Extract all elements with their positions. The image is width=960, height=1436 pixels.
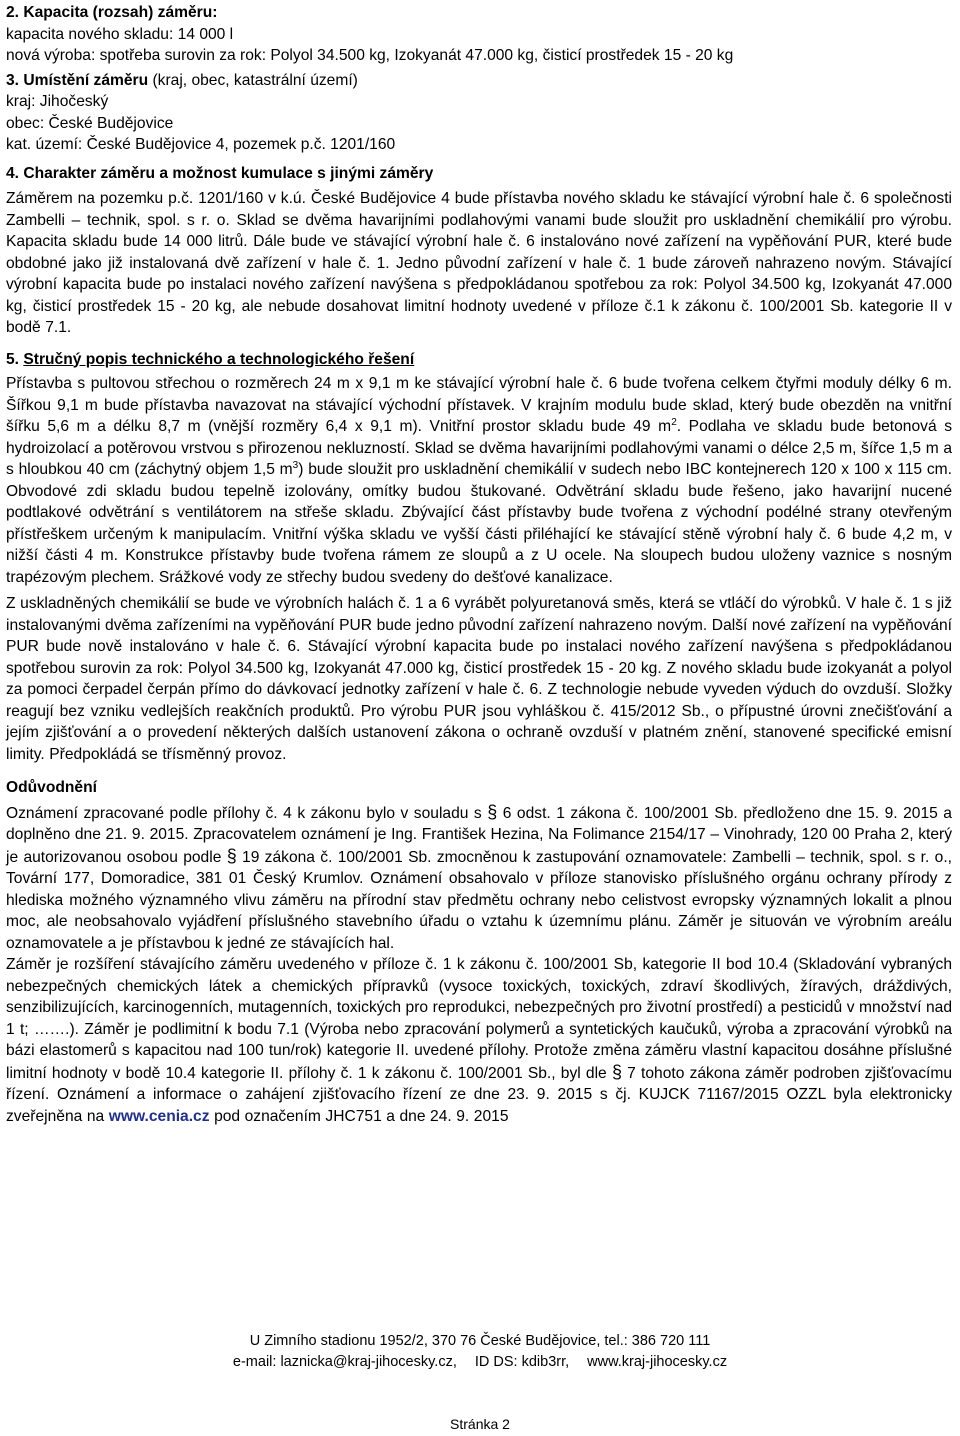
text-run: Záměr je rozšíření stávajícího záměru uvedeného v příloze č. 1 k zákonu č. 100/2001 Sb, kategorie II bod 10.4 (Skladování vybraných nebezpečných chemických látek a chemických přípravků (vysoce toxických, toxických, zdraví škodlivých, žíravých, dráždivých, senzibilizujících, karcinogenních, mutagenních, toxických pro reprodukci, nebezpečných pro životní prostředí) a pesticidů v množství nad 1 t; …….). Záměr je podlimitní k bodu 7.1 (Výroba nebo zpracování polymerů a syntetických kaučuků, výroba a zpracování výrobků na bázi elastomerů s kapacitou nad 100 tun/rok) kategorie II. uvedené přílohy. Protože změna záměru vlastní kapacitou dosáhne příslušné limitní hodnoty v bodě 10.4 kategorie II. přílohy č. 1 k zákonu č. 100/2001 Sb., byl dle [6, 956, 952, 1082]
text-run: 6 odst. 1 zákona č. 100/2001 Sb. předloženo dne 15. 9. 2015 a doplněno dne 21. 9. 2015. Zpracovatelem oznámení je Ing. František Hezina, Na Folimance 2154/17 – Vinohrady, 120 00 Praha 2, který je autorizovanou osobou podle [6, 804, 952, 866]
location-line: obec: České Budějovice [6, 114, 174, 132]
document-body [6, 2, 952, 1127]
section-sign: § [226, 845, 237, 866]
capacity-line: kapacita nového skladu: 14 000 l [6, 25, 234, 43]
section-5-number: 5. [6, 350, 24, 368]
section-3-title: Umístění záměru [23, 71, 149, 89]
section-5-heading [6, 349, 952, 371]
section-sign: § [611, 1061, 622, 1082]
section-4-paragraph: Záměrem na pozemku p.č. 1201/160 v k.ú. České Budějovice 4 bude přístavba nového skladu ke stávající výrobní hale č. 6 společnosti Zambelli – technik, spol. s r. o. Sklad se dvěma havarijními podlahovými vanami bude sloužit pro uskladnění chemikálií pro výrobu. Kapacita skladu bude 14 000 litrů. Dále bude ve stávající výrobní hale č. 6 instalováno nové zařízení na vypěňování PUR, které bude obdobné jako již instalovaná dvě zařízení v hale č. 1. Jedno původní zařízení v hale č. 1 bude zároveň nahrazeno novým. Stávající výrobní kapacita bude po instalaci nového zařízení navýšena s předpokládanou spotřebou za rok: Polyol 34.500 kg, Izokyanát 47.000 kg, čisticí prostředek 15 - 20 kg, ale nebude dosahovat limitní hodnoty uvedené v příloze č.1 k zákonu č. 100/2001 Sb. kategorie II v bodě 7.1. [6, 190, 952, 336]
footer-email: e-mail: laznicka@kraj-jihocesky.cz, [232, 1354, 457, 1370]
section-sign: § [487, 801, 498, 822]
footer-contacts [0, 1352, 960, 1373]
section-5-title: Stručný popis technického a technologického řešení [23, 350, 415, 368]
justification-paragraph-1 [6, 802, 952, 955]
justification-paragraph-2 [6, 954, 952, 1127]
footer-address: U Zimního stadionu 1952/2, 370 76 České Budějovice, tel.: 386 720 111 [249, 1333, 711, 1349]
footer-data-box: ID DS: kdib3rr, [474, 1354, 570, 1370]
location-line: kat. území: České Budějovice 4, pozemek p.č. 1201/160 [6, 136, 396, 153]
page-number: Stránka 2 [450, 1416, 510, 1432]
text-run: Přístavba s pultovou střechou o rozměrech 24 m x 9,1 m ke stávající výrobní hale č. 6 bude tvořena celkem čtyřmi moduly délky 6 m. Šířkou 9,1 m bude přístavba navazovat na stávající východní přístavek. V krajním modulu bude sklad, který bude obezděn na vnitřní šířku 5,6 m a délku 8,7 m (vnější rozměry 6,4 x 9,1 m). Vnitřní prostor skladu bude 49 m [6, 375, 952, 435]
section-5-paragraph-2: Z uskladněných chemikálií se bude ve výrobních halách č. 1 a 6 vyrábět polyuretanová směs, která se vtláčí do výrobků. V hale č. 1 s již instalovanými dvěma zařízeními na vypěňování PUR bude jedno původní zařízení nahrazeno novým. Další nové zařízení na vypěňování PUR bude nově instalováno v hale č. 6. Stávající výrobní kapacita bude po instalaci nového zařízení navýšena s předpokládanou spotřebou surovin za rok: Polyol 34.500 kg, Izokyanát 47.000 kg, čisticí prostředek 15 - 20 kg. Z nového skladu bude izokyanát a polyol za pomoci čerpadel čerpán přímo do dávkovací jednotky zařízení v hale č. 6. Z technologie nebude vyveden výduch do ovzduší. Složky reagují bez vzniku vedlejších reakčních produktů. Pro výrobu PUR jsou vyhláškou č. 415/2012 Sb., o přípustné úrovni znečišťování a jejím zjišťování a o provedení některých dalších ustanovení zákona o ochraně ovzduší v platném znění, stanovené specifické emisní limity. Předpokládá se třísměnný provoz. [6, 595, 952, 763]
text-run: 7 tohoto zákona záměr podroben zjišťovacímu řízení. Oznámení a informace o zahájení zjišťovacího řízení ze dne 23. 9. 2015 s čj. KUJCK 71167/2015 OZZL byla elektronicky zveřejněna na [6, 1064, 952, 1125]
location-line: kraj: Jihočeský [6, 93, 109, 110]
page-footer [0, 1331, 960, 1373]
section-5-paragraph-1 [6, 373, 952, 588]
text-run: . Podlaha ve skladu bude betonová s hydroizolací a potěrovou vrstvou s přirozenou nekluzností. Sklad se dvěma havarijními podlahovými vanami o délce 2,5 m, šířce 1,5 m a s hloubkou 40 cm (záchytný objem 1,5 m [6, 418, 953, 478]
text-run: Oznámení zpracované podle přílohy č. 4 k zákonu bylo v souladu s [6, 804, 488, 822]
text-run: 19 zákona č. 100/2001 Sb. zmocněnou k zastupování oznamovatele: Zambelli – technik, spol. s r. o., Tovární 177, Domoradice, 381 01 Český Krumlov. Oznámení obsahovalo v příloze stanovisko příslušného orgánu ochrany přírody z hlediska možného významného vlivu záměru na přírodní stav předmětu ochrany nebo celistvost evropsky významných lokalit a plnou moc, ale neobsahovalo vyjádření příslušného stavebního úřadu o vztahu k územnímu plánu. Záměr je situován ve výrobním areálu oznamovatele a je přístavbou k jedné ze stávajících hal. [6, 848, 952, 952]
justification-heading: Odůvodnění [6, 779, 97, 796]
section-3-number: 3. [6, 71, 24, 89]
section-4-heading: 4. Charakter záměru a možnost kumulace s jinými záměry [6, 164, 434, 182]
section-3-heading [6, 70, 952, 92]
section-3-subtitle: (kraj, obec, katastrální území) [148, 71, 358, 89]
section-2-heading: 2. Kapacita (rozsah) záměru: [6, 4, 218, 21]
cenia-link[interactable]: www.cenia.cz [108, 1107, 210, 1125]
capacity-line: nová výroba: spotřeba surovin za rok: Polyol 34.500 kg, Izokyanát 47.000 kg, čisticí prostředek 15 - 20 kg [6, 47, 734, 64]
text-run: pod označením JHC751 a dne 24. 9. 2015 [209, 1107, 509, 1125]
footer-website: www.kraj-jihocesky.cz [587, 1354, 728, 1370]
superscript-2: 2 [671, 417, 677, 428]
text-run: ) bude sloužit pro uskladnění chemikálií v sudech nebo IBC kontejnerech 120 x 100 x 115 cm. Obvodové zdi skladu budou tepelně izolovány, omítky budou štukované. Odvětrání skladu bude řešeno, jako havarijní nucené podtlakové odvětrání s ventilátorem na střeše skladu. Zbývající část přístavby bude tvořena z východní podélné strany otevřeným přístřeškem určeným k manipulacím. Vnitřní výška skladu ve vyšší části přiléhající ke stávající stěně výrobní haly č. 6 bude 4,2 m, v nižší části 4 m. Konstrukce přístavby bude tvořena rámem ze sloupů a z U ocele. Na sloupech budou uloženy vaznice s nosným trapézovým plechem. Srážkové vody ze střechy budou svedeny do dešťové kanalizace. [6, 461, 952, 586]
superscript-3: 3 [292, 460, 299, 471]
